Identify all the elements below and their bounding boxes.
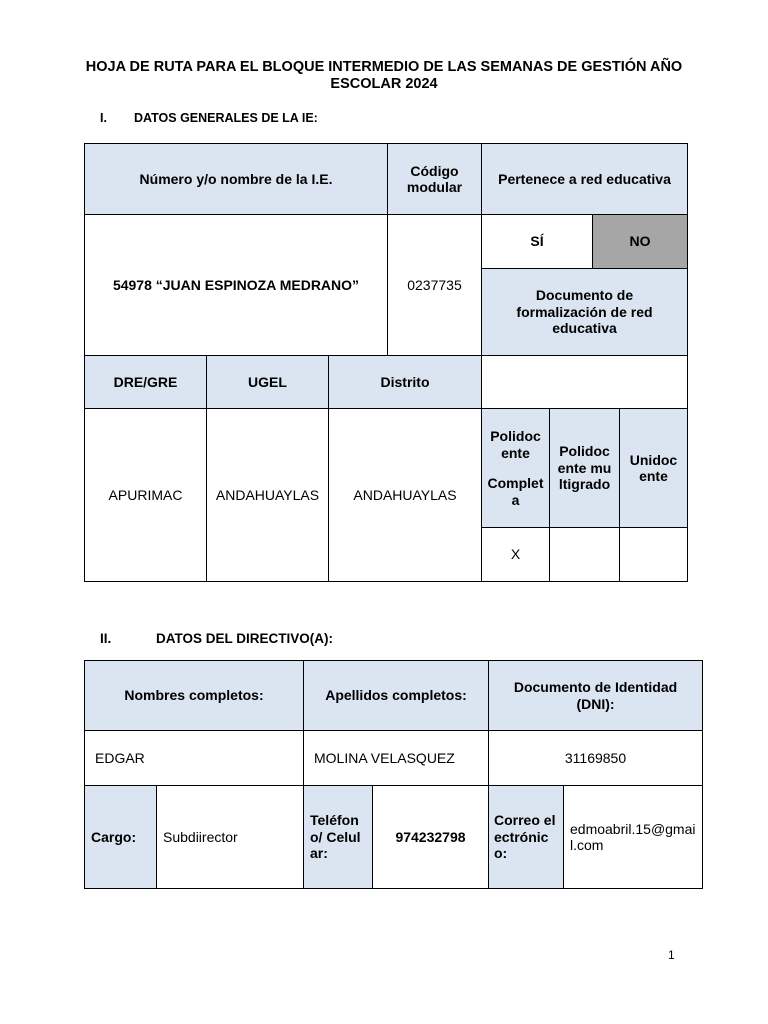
- header-polidocente-completa: [481, 408, 550, 528]
- header-ugel: UGEL: [206, 355, 329, 409]
- header-polidocente-multigrado: Polidocente multigrado: [549, 408, 620, 528]
- header-ie-name: Número y/o nombre de la I.E.: [84, 143, 388, 215]
- section-2-title: DATOS DEL DIRECTIVO(A):: [156, 631, 334, 646]
- value-codigo-modular: 0237735: [387, 214, 482, 356]
- value-documento-formalizacion: [481, 355, 688, 409]
- polidocente-completa-label-1: Polidocente: [490, 428, 541, 461]
- value-polidocente-multigrado: [549, 527, 620, 582]
- option-no: NO: [592, 214, 688, 269]
- value-dre-gre: APURIMAC: [84, 408, 207, 582]
- value-ugel: ANDAHUAYLAS: [206, 408, 329, 582]
- value-telefono: 974232798: [372, 785, 489, 889]
- value-unidocente: [619, 527, 688, 582]
- value-polidocente-completa: X: [481, 527, 550, 582]
- header-telefono: Teléfono/ Celular:: [303, 785, 373, 889]
- header-dre-gre: DRE/GRE: [84, 355, 207, 409]
- page-number: 1: [668, 948, 675, 962]
- option-si: SÍ: [481, 214, 593, 269]
- section-1-number: I.: [100, 111, 107, 125]
- header-codigo-modular: Código modular: [387, 143, 482, 215]
- value-nombres: EDGAR: [84, 730, 304, 786]
- value-ie-name: 54978 “JUAN ESPINOZA MEDRANO”: [84, 214, 388, 356]
- value-cargo: Subdiirector: [156, 785, 304, 889]
- header-apellidos: Apellidos completos:: [303, 660, 489, 731]
- value-distrito: ANDAHUAYLAS: [328, 408, 482, 582]
- section-2-number: II.: [100, 631, 112, 646]
- document-title: HOJA DE RUTA PARA EL BLOQUE INTERMEDIO DE LAS SEMANAS DE GESTIÓN AÑO ESCOLAR 2024: [85, 59, 683, 92]
- header-distrito: Distrito: [328, 355, 482, 409]
- header-dni: Documento de Identidad (DNI):: [488, 660, 703, 731]
- header-cargo: Cargo:: [84, 785, 157, 889]
- header-unidocente: Unidocente: [619, 408, 688, 528]
- polidocente-completa-label-2: Completa: [487, 475, 544, 508]
- header-documento-formalizacion: Documento de formalización de red educativa: [481, 268, 688, 356]
- section-1-title: DATOS GENERALES DE LA IE:: [134, 111, 318, 125]
- header-pertenece-red: Pertenece a red educativa: [481, 143, 688, 215]
- value-correo: edmoabril.15@gmail.com: [563, 785, 703, 889]
- value-dni: 31169850: [488, 730, 703, 786]
- header-correo: Correo electrónico:: [488, 785, 564, 889]
- header-nombres: Nombres completos:: [84, 660, 304, 731]
- value-apellidos: MOLINA VELASQUEZ: [303, 730, 489, 786]
